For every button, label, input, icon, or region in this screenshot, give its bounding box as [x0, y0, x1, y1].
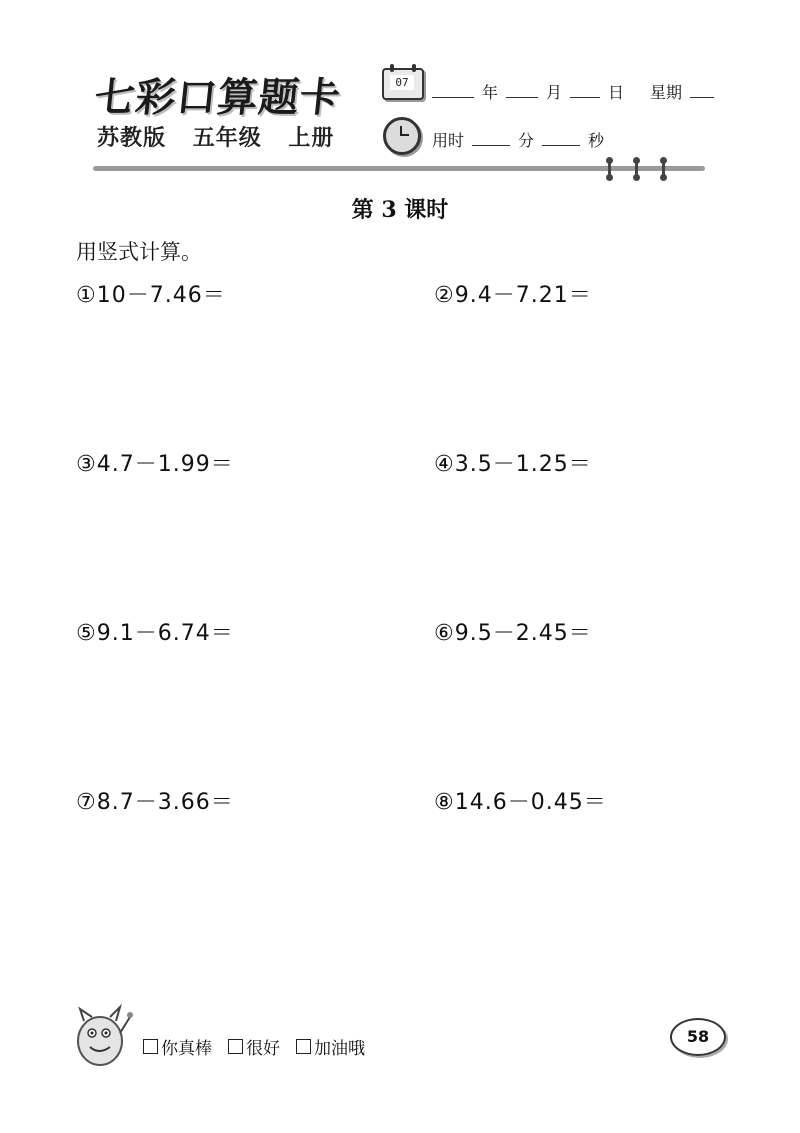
- rating-good[interactable]: [228, 1034, 280, 1059]
- lesson-title: 第 3 课时: [351, 197, 449, 223]
- second-label: 秒: [588, 131, 605, 150]
- day-blank[interactable]: [570, 83, 600, 98]
- problem-6: ⑥9.5－2.45＝: [434, 621, 592, 646]
- page-number: 58: [670, 1018, 726, 1056]
- month-blank[interactable]: [506, 83, 538, 98]
- rating-great-checkbox[interactable]: [143, 1039, 158, 1054]
- problem-4: ④3.5－1.25＝: [434, 452, 592, 477]
- rating-good-label: 很好: [246, 1039, 280, 1059]
- instruction-text: 用竖式计算。: [76, 240, 202, 264]
- edition-line: [97, 121, 352, 152]
- edition-publisher: 苏教版: [97, 126, 167, 151]
- rating-great-label: 你真棒: [161, 1039, 212, 1059]
- month-label: 月: [546, 83, 563, 102]
- minute-label: 分: [518, 131, 535, 150]
- day-label: 日: [608, 83, 625, 102]
- second-blank[interactable]: [542, 131, 580, 146]
- problem-5: ⑤9.1－6.74＝: [76, 621, 234, 646]
- calendar-day: 07: [390, 75, 414, 90]
- year-blank[interactable]: [432, 83, 474, 98]
- brand-title: 七彩口算题卡: [92, 74, 344, 121]
- problem-8: ⑧14.6－0.45＝: [434, 790, 607, 815]
- weekday-blank[interactable]: [690, 83, 714, 98]
- date-fill-line: [428, 80, 718, 103]
- alarm-clock-icon: [383, 117, 421, 155]
- edition-volume: 上册: [288, 126, 335, 151]
- rating-keep-going[interactable]: [296, 1034, 365, 1059]
- problem-7: ⑦8.7－3.66＝: [76, 790, 234, 815]
- time-fill-line: [428, 128, 608, 151]
- problem-3: ③4.7－1.99＝: [76, 452, 234, 477]
- time-used-label: 用时: [432, 131, 465, 150]
- weekday-label: 星期: [650, 83, 683, 102]
- mascot-cartoon-icon: [70, 1003, 134, 1069]
- self-rating-options: [143, 1034, 381, 1059]
- calendar-icon: [382, 68, 424, 100]
- problem-2: ②9.4－7.21＝: [434, 283, 592, 308]
- minute-blank[interactable]: [472, 131, 510, 146]
- problem-1: ①10－7.46＝: [76, 283, 226, 308]
- rating-great[interactable]: [143, 1034, 212, 1059]
- edition-grade: 五年级: [192, 126, 262, 151]
- rating-good-checkbox[interactable]: [228, 1039, 243, 1054]
- rating-keep-going-label: 加油哦: [314, 1039, 365, 1059]
- rating-keep-going-checkbox[interactable]: [296, 1039, 311, 1054]
- year-label: 年: [482, 83, 499, 102]
- binder-pins-icon: [603, 158, 673, 184]
